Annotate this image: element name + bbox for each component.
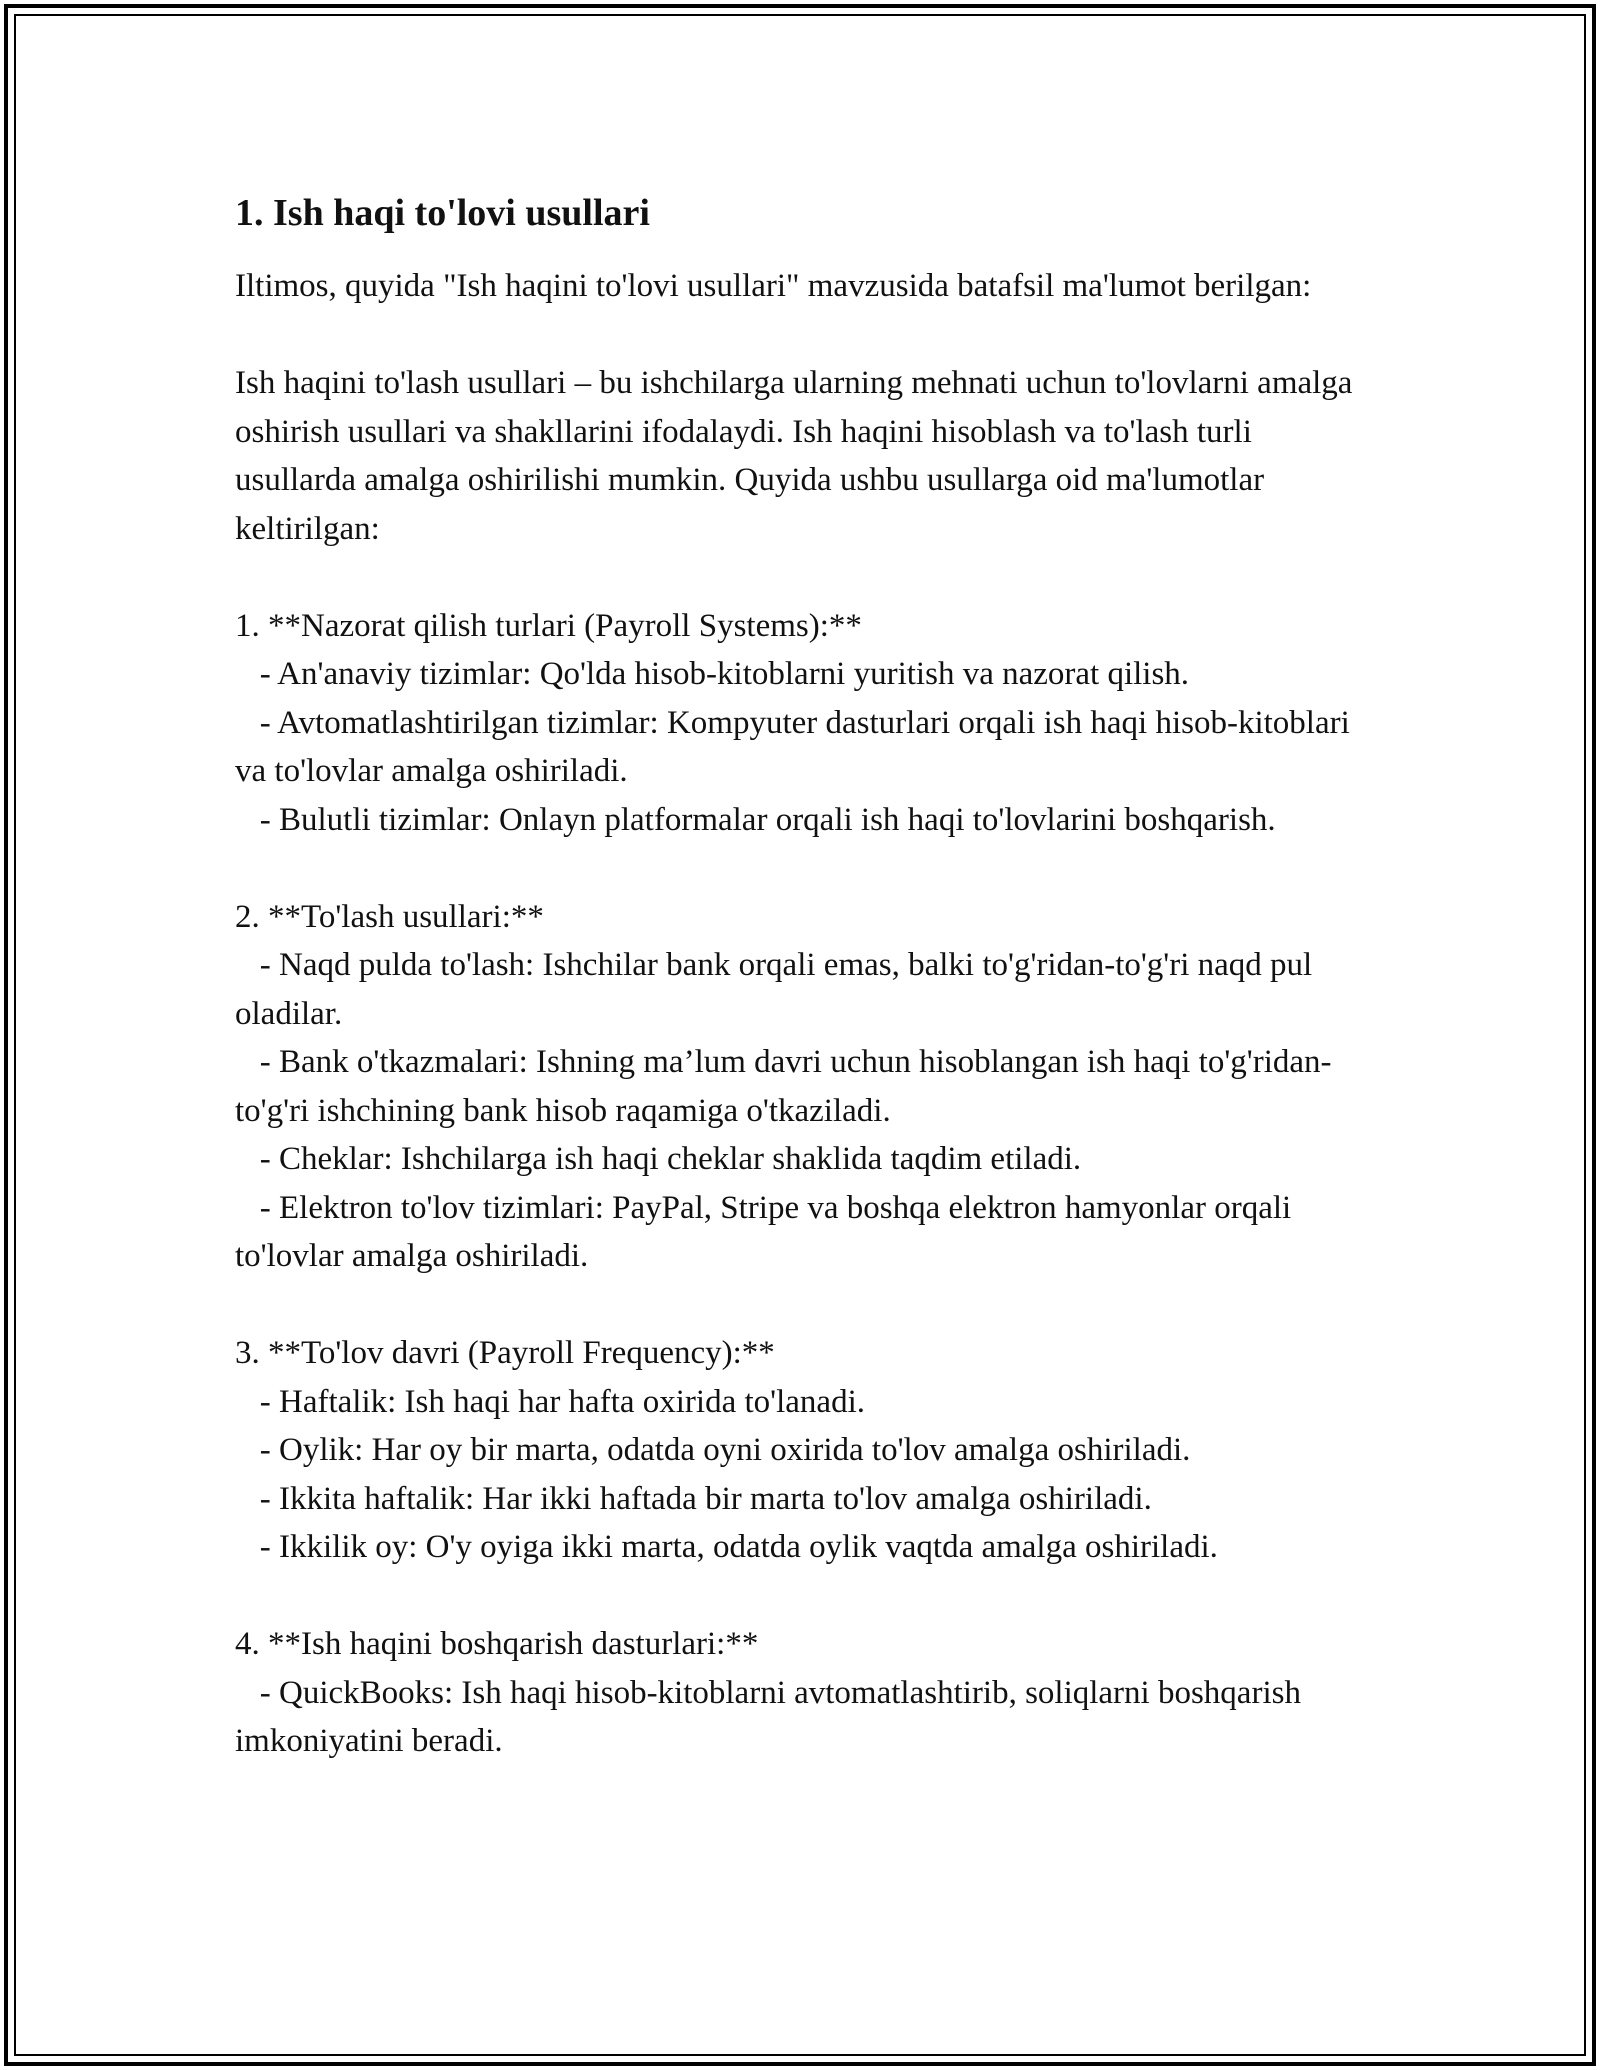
list-item: - Avtomatlashtirilgan tizimlar: Kompyuter dasturlari orqali ish haqi hisob-kitoblari va to'lovlar amalga oshiriladi. bbox=[235, 704, 1358, 789]
section-heading: 4. **Ish haqini boshqarish dasturlari:** bbox=[235, 1626, 759, 1662]
paragraph-gap bbox=[235, 844, 1375, 893]
list-item: - Naqd pulda to'lash: Ishchilar bank orqali emas, balki to'g'ridan-to'g'ri naqd pul oladilar. bbox=[235, 947, 1321, 1032]
section-payroll-frequency bbox=[235, 1329, 1375, 1572]
section-heading: 2. **To'lash usullari:** bbox=[235, 898, 544, 935]
list-item: - Cheklar: Ishchilarga ish haqi cheklar shaklida taqdim etiladi. bbox=[235, 1141, 1082, 1177]
list-item: - An'anaviy tizimlar: Qo'lda hisob-kitoblarni yuritish va nazorat qilish. bbox=[235, 656, 1190, 692]
list-item: - Bulutli tizimlar: Onlayn platformalar orqali ish haqi to'lovlarini boshqarish. bbox=[235, 801, 1276, 838]
section-payroll-software bbox=[235, 1620, 1375, 1766]
section-heading: 1. **Nazorat qilish turlari (Payroll Systems):** bbox=[235, 607, 862, 644]
section-payment-methods bbox=[235, 893, 1375, 1281]
document-title: 1. Ish haqi to'lovi usullari bbox=[235, 192, 650, 234]
paragraph-gap bbox=[235, 311, 1375, 360]
document-body bbox=[235, 188, 1375, 1766]
list-item: - Haftalik: Ish haqi har hafta oxirida to'lanadi. bbox=[235, 1383, 865, 1420]
list-item: - Ikkita haftalik: Har ikki haftada bir marta to'lov amalga oshiriladi. bbox=[235, 1480, 1152, 1517]
list-item: - Oylik: Har oy bir marta, odatda oyni oxirida to'lov amalga oshiriladi. bbox=[235, 1432, 1191, 1468]
intro-paragraph: Iltimos, quyida "Ish haqini to'lovi usullari" mavzusida batafsil ma'lumot berilgan: bbox=[235, 268, 1312, 304]
list-item: - Ikkilik oy: O'y oyiga ikki marta, odatda oylik vaqtda amalga oshiriladi. bbox=[235, 1529, 1218, 1565]
list-item: - Bank o'tkazmalari: Ishning ma’lum davri uchun hisoblangan ish haqi to'g'ridan-to'g'ri ishchining bank hisob raqamiga o'tkaziladi. bbox=[235, 1044, 1332, 1129]
section-heading: 3. **To'lov davri (Payroll Frequency):** bbox=[235, 1335, 775, 1371]
paragraph-gap bbox=[235, 1572, 1375, 1621]
list-item: - QuickBooks: Ish haqi hisob-kitoblarni avtomatlashtirib, soliqlarni boshqarish imkoniyatini beradi. bbox=[235, 1674, 1310, 1759]
section-payroll-systems bbox=[235, 602, 1375, 845]
paragraph-gap bbox=[235, 553, 1375, 602]
overview-paragraph: Ish haqini to'lash usullari – bu ishchilarga ularning mehnati uchun to'lovlarni amalga oshirish usullari va shakllarini ifodalaydi. Ish haqini hisoblash va to'lash turli usullarda amalga oshirilishi mumkin. Quyida ushbu usullarga oid ma'lumotlar keltirilgan: bbox=[235, 365, 1353, 547]
list-item: - Elektron to'lov tizimlari: PayPal, Stripe va boshqa elektron hamyonlar orqali to'lovlar amalga oshiriladi. bbox=[235, 1189, 1300, 1274]
paragraph-gap bbox=[235, 1281, 1375, 1330]
